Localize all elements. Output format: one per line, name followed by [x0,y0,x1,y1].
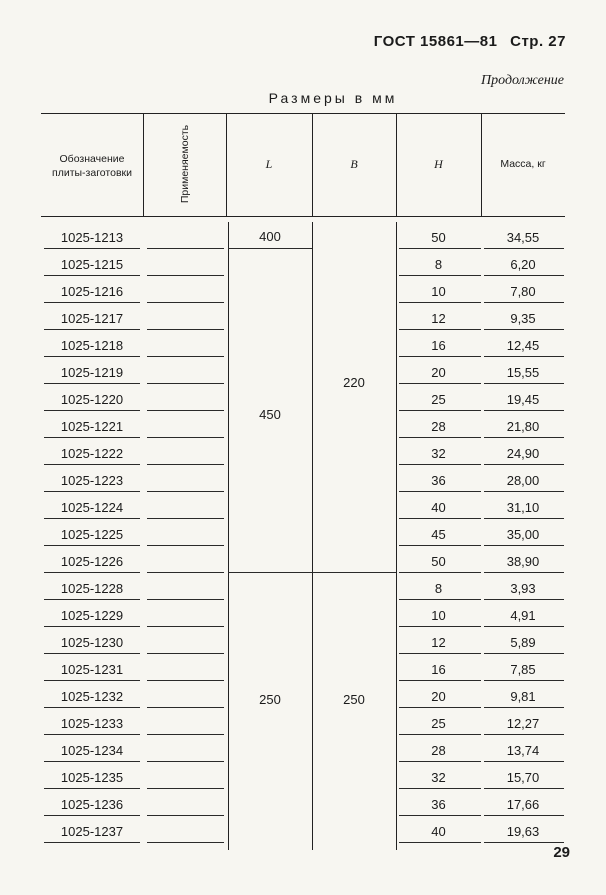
col-header-B: B [350,157,358,171]
row-underline-code [44,680,140,681]
table-top-rule [41,113,565,114]
row-underline-mass [484,734,564,735]
row-underline-H [399,383,481,384]
row-underline-H [399,410,481,411]
row-underline-applicability [147,437,224,438]
row-underline-applicability [147,788,224,789]
row-underline-mass [484,410,564,411]
row-underline-mass [484,437,564,438]
row-H: 16 [431,338,446,353]
row-underline-code [44,437,140,438]
row-H: 20 [431,365,446,380]
row-underline-mass [484,275,564,276]
row-underline-mass [484,653,564,654]
row-underline-mass [484,761,564,762]
row-H: 40 [431,824,446,839]
row-mass: 5,89 [510,635,536,650]
row-H: 45 [431,527,446,542]
row-underline-code [44,302,140,303]
page-header [366,33,566,50]
row-underline-code [44,329,140,330]
row-underline-H [399,626,481,627]
row-code: 1025-1223 [60,473,124,488]
row-underline-applicability [147,329,224,330]
row-underline-code [44,248,140,249]
standard-number: ГОСТ 15861—81 [373,33,498,50]
row-mass: 15,55 [506,365,540,380]
units-caption [0,90,606,106]
row-underline-mass [484,248,564,249]
row-code: 1025-1221 [60,419,124,434]
row-code: 1025-1219 [60,365,124,380]
L-value-250: 250 [259,692,281,707]
row-mass: 31,10 [506,500,540,515]
row-H: 8 [434,581,443,596]
row-underline-code [44,599,140,600]
row-code: 1025-1237 [60,824,124,839]
row-underline-H [399,707,481,708]
row-H: 12 [431,635,446,650]
units-text: Размеры в мм [268,90,398,106]
row-H: 8 [434,257,443,272]
col-header-designation: Обозначение плиты-заготовки [52,153,132,179]
row-underline-applicability [147,248,224,249]
page-number: 29 [553,844,570,861]
row-underline-code [44,464,140,465]
row-underline-applicability [147,680,224,681]
row-mass: 9,81 [510,689,536,704]
row-underline-H [399,572,481,573]
row-mass: 35,00 [506,527,540,542]
row-H: 28 [431,419,446,434]
row-underline-mass [484,842,564,843]
B-value-250: 250 [343,692,365,707]
B-value-220: 220 [343,375,365,390]
row-underline-mass [484,680,564,681]
row-mass: 38,90 [506,554,540,569]
L-B-group-line [228,572,396,573]
row-mass: 6,20 [510,257,536,272]
row-underline-code [44,356,140,357]
row-mass: 19,45 [506,392,540,407]
row-underline-H [399,437,481,438]
header-divider [143,114,144,216]
row-underline-applicability [147,842,224,843]
row-underline-mass [484,491,564,492]
row-underline-code [44,545,140,546]
row-underline-code [44,518,140,519]
row-underline-H [399,680,481,681]
row-underline-H [399,275,481,276]
row-underline-H [399,842,481,843]
col-header-L: L [265,157,273,171]
row-code: 1025-1213 [60,230,124,245]
col-header-applicability: Применяемость [179,124,191,204]
row-underline-code [44,815,140,816]
row-code: 1025-1220 [60,392,124,407]
col-header-mass: Масса, кг [500,158,546,170]
row-underline-mass [484,356,564,357]
row-code: 1025-1215 [60,257,124,272]
row-H: 10 [431,284,446,299]
row-underline-H [399,761,481,762]
row-underline-H [399,329,481,330]
row-underline-H [399,302,481,303]
row-underline-applicability [147,599,224,600]
row-code: 1025-1225 [60,527,124,542]
row-underline-H [399,653,481,654]
row-underline-applicability [147,761,224,762]
row-mass: 15,70 [506,770,540,785]
col-header-H: H [434,157,443,171]
row-underline-mass [484,383,564,384]
row-underline-H [399,815,481,816]
row-underline-code [44,491,140,492]
row-mass: 9,35 [510,311,536,326]
body-divider [312,222,313,850]
row-H: 32 [431,770,446,785]
row-underline-mass [484,815,564,816]
row-code: 1025-1229 [60,608,124,623]
row-code: 1025-1231 [60,662,124,677]
row-code: 1025-1230 [60,635,124,650]
row-H: 40 [431,500,446,515]
row-mass: 34,55 [506,230,540,245]
row-underline-H [399,734,481,735]
row-underline-H [399,599,481,600]
row-code: 1025-1232 [60,689,124,704]
row-underline-code [44,626,140,627]
row-H: 36 [431,797,446,812]
row-underline-mass [484,518,564,519]
row-code: 1025-1216 [60,284,124,299]
row-underline-code [44,572,140,573]
row-underline-H [399,248,481,249]
body-divider [228,222,229,850]
row-mass: 7,80 [510,284,536,299]
row-underline-H [399,545,481,546]
L-group-line [228,248,312,249]
L-value-450: 450 [259,407,281,422]
row-mass: 17,66 [506,797,540,812]
row-underline-applicability [147,815,224,816]
row-code: 1025-1236 [60,797,124,812]
row-underline-code [44,383,140,384]
row-underline-code [44,410,140,411]
row-H: 16 [431,662,446,677]
row-underline-applicability [147,275,224,276]
row-mass: 13,74 [506,743,540,758]
row-mass: 12,45 [506,338,540,353]
row-code: 1025-1217 [60,311,124,326]
row-underline-mass [484,626,564,627]
row-underline-code [44,275,140,276]
row-underline-applicability [147,626,224,627]
row-H: 50 [431,230,446,245]
row-underline-applicability [147,383,224,384]
row-underline-applicability [147,302,224,303]
row-H: 28 [431,743,446,758]
continuation-label: Продолжение [481,73,564,88]
row-mass: 21,80 [506,419,540,434]
row-underline-H [399,356,481,357]
row-underline-applicability [147,734,224,735]
row-underline-applicability [147,491,224,492]
row-code: 1025-1222 [60,446,124,461]
row-underline-code [44,734,140,735]
row-underline-code [44,707,140,708]
row-underline-mass [484,464,564,465]
row-code: 1025-1234 [60,743,124,758]
row-mass: 7,85 [510,662,536,677]
row-code: 1025-1233 [60,716,124,731]
row-mass: 19,63 [506,824,540,839]
row-H: 20 [431,689,446,704]
row-underline-applicability [147,518,224,519]
row-H: 10 [431,608,446,623]
row-underline-applicability [147,410,224,411]
header-bottom-rule [41,216,565,217]
row-code: 1025-1228 [60,581,124,596]
row-H: 36 [431,473,446,488]
row-underline-mass [484,302,564,303]
row-mass: 4,91 [510,608,536,623]
row-underline-mass [484,788,564,789]
row-code: 1025-1218 [60,338,124,353]
row-H: 25 [431,392,446,407]
row-underline-mass [484,572,564,573]
row-mass: 12,27 [506,716,540,731]
row-underline-mass [484,545,564,546]
row-underline-H [399,491,481,492]
row-underline-code [44,842,140,843]
row-underline-applicability [147,707,224,708]
row-underline-applicability [147,545,224,546]
row-code: 1025-1224 [60,500,124,515]
row-H: 12 [431,311,446,326]
row-mass: 28,00 [506,473,540,488]
row-underline-applicability [147,464,224,465]
row-mass: 24,90 [506,446,540,461]
row-underline-applicability [147,356,224,357]
row-underline-code [44,653,140,654]
row-underline-mass [484,707,564,708]
row-code: 1025-1226 [60,554,124,569]
row-underline-H [399,788,481,789]
row-underline-code [44,761,140,762]
row-underline-code [44,788,140,789]
row-H: 50 [431,554,446,569]
row-underline-H [399,518,481,519]
row-H: 32 [431,446,446,461]
row-underline-applicability [147,572,224,573]
row-code: 1025-1235 [60,770,124,785]
row-underline-mass [484,599,564,600]
row-H: 25 [431,716,446,731]
page-label: Стр. 27 [510,33,566,50]
row-underline-applicability [147,653,224,654]
row-underline-mass [484,329,564,330]
row-underline-H [399,464,481,465]
row-mass: 3,93 [510,581,536,596]
L-value-400: 400 [259,229,281,244]
